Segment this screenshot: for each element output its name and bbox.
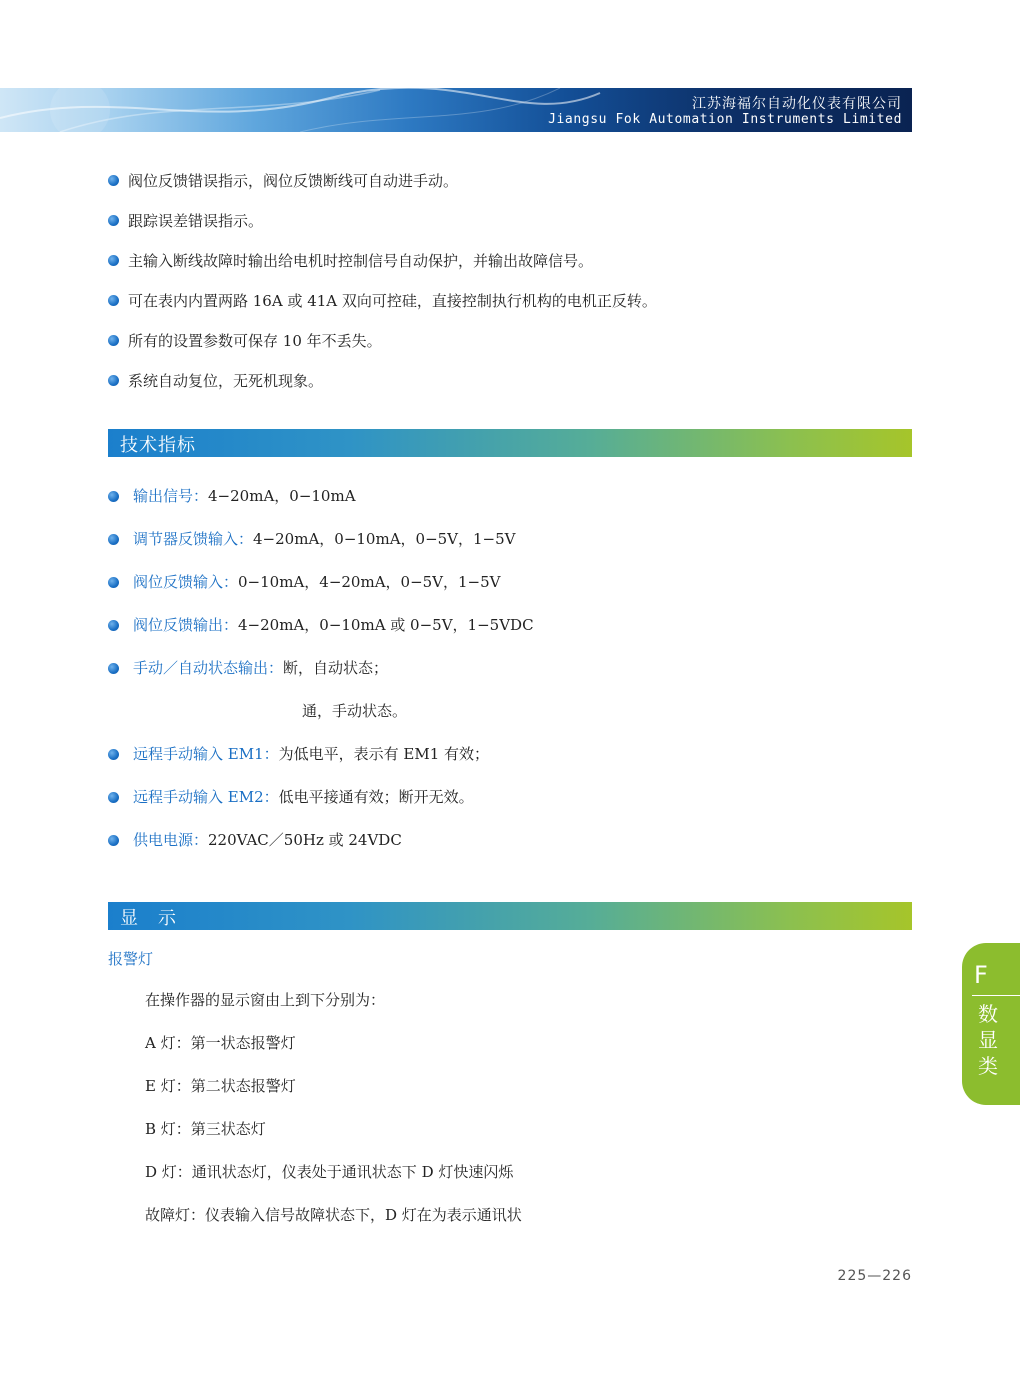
display-description	[145, 990, 522, 1248]
list-item	[108, 529, 534, 549]
text-line: 故障灯：仪表输入信号故障状态下，D 灯在为表示通讯状	[145, 1206, 522, 1224]
text-line: E 灯：第二状态报警灯	[145, 1077, 296, 1095]
bullet-icon	[108, 663, 119, 674]
company-name-en: Jiangsu Fok Automation Instruments Limited	[548, 112, 902, 127]
bullet-icon	[108, 295, 119, 306]
spec-value: 通，手动状态。	[302, 702, 408, 720]
spec-label: 阀位反馈输入：	[133, 573, 239, 591]
tab-letter: F	[974, 961, 988, 989]
bullet-icon	[108, 375, 119, 386]
bullet-icon	[108, 215, 119, 226]
list-item	[108, 291, 657, 311]
category-tab	[962, 943, 1020, 1105]
section-bar-specs	[108, 429, 912, 457]
spec-label: 手动／自动状态输出：	[133, 659, 284, 677]
text-line: B 灯：第三状态灯	[145, 1120, 266, 1138]
tab-label: 数显类	[978, 1002, 998, 1078]
bullet-icon	[108, 749, 119, 760]
list-item	[108, 171, 657, 191]
subheading-alarm-lights: 报警灯	[108, 950, 154, 968]
list-item	[108, 701, 534, 721]
list-item	[108, 658, 534, 678]
spec-label: 供电电源：	[133, 831, 209, 849]
feature-text: 阀位反馈错误指示，阀位反馈断线可自动进手动。	[128, 172, 459, 190]
list-item	[108, 787, 534, 807]
feature-list	[108, 171, 657, 411]
bullet-icon	[108, 255, 119, 266]
list-item	[108, 744, 534, 764]
company-name-cn: 江苏海福尔自动化仪表有限公司	[692, 96, 902, 112]
feature-text: 可在表内内置两路 16A 或 41A 双向可控硅，直接控制执行机构的电机正反转。	[128, 292, 657, 310]
spec-value: 低电平接通有效；断开无效。	[278, 788, 474, 806]
text-line: A 灯：第一状态报警灯	[145, 1034, 296, 1052]
spec-value: 0−10mA，4−20mA，0−5V，1−5V	[238, 573, 501, 591]
section-title: 技术指标	[120, 435, 196, 456]
spec-label: 调节器反馈输入：	[133, 530, 254, 548]
text-line: D 灯：通讯状态灯，仪表处于通讯状态下 D 灯快速闪烁	[145, 1163, 514, 1181]
bullet-icon	[108, 835, 119, 846]
list-item	[108, 830, 534, 850]
spec-value: 为低电平，表示有 EM1 有效；	[278, 745, 490, 763]
feature-text: 系统自动复位，无死机现象。	[128, 372, 324, 390]
list-item	[108, 615, 534, 635]
list-item	[108, 331, 657, 351]
bullet-icon	[108, 534, 119, 545]
list-item	[108, 251, 657, 271]
list-item	[108, 371, 657, 391]
spec-value: 220VAC／50Hz 或 24VDC	[208, 831, 402, 849]
spec-label: 阀位反馈输出：	[133, 616, 239, 634]
spec-value: 4−20mA，0−10mA，0−5V，1−5V	[253, 530, 516, 548]
feature-text: 跟踪误差错误指示。	[128, 212, 264, 230]
spec-value: 4−20mA，0−10mA	[208, 487, 356, 505]
feature-text: 所有的设置参数可保存 10 年不丢失。	[128, 332, 382, 350]
spec-label: 输出信号：	[133, 487, 209, 505]
bullet-icon	[108, 792, 119, 803]
page-number: 225—226	[837, 1268, 912, 1284]
list-item	[108, 211, 657, 231]
tab-divider	[972, 995, 1020, 996]
header-banner	[0, 88, 912, 132]
spec-label: 远程手动输入 EM2：	[133, 788, 279, 806]
text-line: 在操作器的显示窗由上到下分别为：	[145, 991, 386, 1009]
section-title: 显 示	[120, 908, 177, 929]
list-item	[108, 486, 534, 506]
feature-text: 主输入断线故障时输出给电机时控制信号自动保护，并输出故障信号。	[128, 252, 594, 270]
section-bar-display	[108, 902, 912, 930]
bullet-icon	[108, 491, 119, 502]
spec-list	[108, 486, 534, 873]
list-item	[108, 572, 534, 592]
bullet-icon	[108, 620, 119, 631]
spec-label: 远程手动输入 EM1：	[133, 745, 279, 763]
spec-value: 断，自动状态；	[283, 659, 389, 677]
spec-value: 4−20mA，0−10mA 或 0−5V，1−5VDC	[238, 616, 534, 634]
bullet-icon	[108, 175, 119, 186]
bullet-icon	[108, 335, 119, 346]
bullet-icon	[108, 577, 119, 588]
